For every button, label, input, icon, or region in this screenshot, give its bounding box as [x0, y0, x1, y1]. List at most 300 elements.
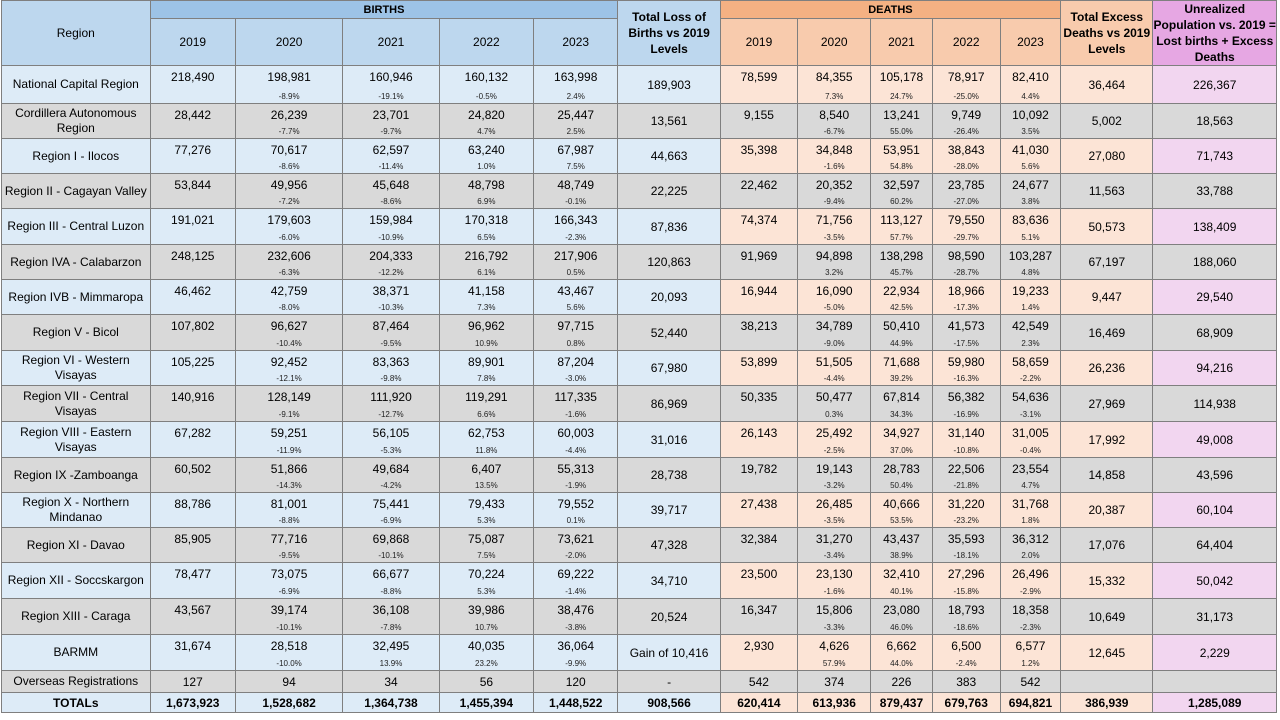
births-value: 55,313	[557, 462, 595, 476]
deaths-value-cell	[720, 139, 797, 174]
deaths-change-percent: 37.0%	[890, 446, 913, 455]
region-name-cell: Region XII - Soccskargon	[2, 563, 151, 599]
deaths-value: 31,270	[815, 532, 853, 546]
deaths-change-percent: -27.0%	[953, 197, 979, 206]
births-value: 216,792	[464, 249, 509, 263]
deaths-value-cell	[720, 104, 797, 139]
births-group-header: BIRTHS	[150, 1, 618, 19]
deaths-value-cell	[932, 315, 1000, 351]
births-value: 78,477	[174, 567, 212, 581]
births-change-percent: -8.9%	[278, 92, 300, 101]
deaths-total-cell: 679,763	[932, 693, 1000, 713]
deaths-change-percent: 5.6%	[1021, 162, 1040, 171]
total-excess-cell: 27,969	[1061, 386, 1153, 422]
deaths-value: 91,969	[740, 249, 778, 263]
deaths-value-cell	[798, 245, 871, 280]
births-change-percent: -1.9%	[565, 481, 587, 490]
deaths-value-cell	[798, 635, 871, 671]
deaths-change-percent: 44.0%	[890, 659, 913, 668]
births-value-cell	[439, 599, 533, 635]
deaths-value: 31,220	[947, 497, 985, 511]
unrealized-cell: 188,060	[1153, 245, 1277, 280]
births-value: 49,956	[270, 178, 308, 192]
region-name-cell: Region IX -Zamboanga	[2, 458, 151, 493]
births-value-cell	[235, 139, 342, 174]
deaths-value: 31,140	[947, 426, 985, 440]
deaths-change-percent: -3.2%	[823, 481, 845, 490]
deaths-value-cell	[871, 493, 932, 528]
deaths-value: 10,092	[1012, 108, 1049, 122]
births-change-percent: -2.3%	[565, 233, 587, 242]
deaths-value-cell	[932, 209, 1000, 245]
deaths-value-cell	[1000, 599, 1060, 635]
total-loss-cell: -	[618, 671, 720, 693]
deaths-change-percent: -4.4%	[823, 374, 845, 383]
total-loss-cell: 44,663	[618, 139, 720, 174]
table-row	[2, 209, 1277, 245]
births-value-cell	[439, 422, 533, 458]
births-value: 38,371	[372, 284, 410, 298]
deaths-change-percent: 60.2%	[890, 197, 913, 206]
unrealized-header-line: Lost births + Excess	[1156, 34, 1274, 48]
births-change-percent: -10.3%	[378, 303, 404, 312]
births-value-cell	[534, 245, 618, 280]
births-change-percent: -12.1%	[276, 374, 302, 383]
births-value-cell	[534, 458, 618, 493]
deaths-value: 9,155	[743, 108, 774, 122]
deaths-value-cell	[720, 493, 797, 528]
deaths-change-percent: -0.4%	[1020, 446, 1041, 455]
deaths-value-cell	[720, 528, 797, 563]
deaths-value-cell	[1000, 635, 1060, 671]
deaths-value-cell	[871, 458, 932, 493]
births-value: 60,003	[557, 426, 595, 440]
births-value: 75,441	[372, 497, 410, 511]
deaths-value-cell	[871, 599, 932, 635]
deaths-value-cell	[932, 386, 1000, 422]
table-row	[2, 671, 1277, 693]
births-value: 49,684	[372, 462, 410, 476]
deaths-value: 27,438	[740, 497, 778, 511]
deaths-change-percent: -17.3%	[953, 303, 979, 312]
total-excess-cell: 12,645	[1061, 635, 1153, 671]
deaths-value-cell	[932, 174, 1000, 209]
births-change-percent: 11.8%	[475, 446, 498, 455]
births-value-cell	[235, 458, 342, 493]
deaths-value: 50,410	[883, 319, 920, 333]
deaths-value: 34,927	[883, 426, 920, 440]
deaths-value-cell	[798, 493, 871, 528]
deaths-value: 94,898	[815, 249, 853, 263]
deaths-change-percent: -2.3%	[1020, 623, 1041, 632]
births-value-cell	[150, 280, 235, 315]
deaths-value-cell	[932, 139, 1000, 174]
total-excess-total-cell: 386,939	[1061, 693, 1153, 713]
births-change-percent: -10.4%	[276, 339, 302, 348]
births-change-percent: -6.3%	[278, 268, 300, 277]
births-value: 70,617	[270, 143, 308, 157]
deaths-change-percent: 3.5%	[1021, 127, 1040, 136]
births-change-percent: 13.9%	[379, 659, 403, 668]
total-loss-header-line: Total Loss of	[632, 10, 706, 24]
births-value: 170,318	[464, 213, 509, 227]
births-value: 87,204	[557, 355, 595, 369]
total-loss-header	[618, 1, 720, 66]
births-change-percent: -11.9%	[276, 446, 302, 455]
births-value: 97,715	[557, 319, 595, 333]
deaths-value-cell	[1000, 351, 1060, 386]
births-year-header: 2022	[439, 19, 533, 66]
births-change-percent: -14.3%	[276, 481, 302, 490]
deaths-year-header: 2020	[798, 19, 871, 66]
deaths-value-cell	[1000, 245, 1060, 280]
births-change-percent: -6.0%	[278, 233, 300, 242]
births-value: 218,490	[171, 70, 215, 84]
total-loss-cell: 52,440	[618, 315, 720, 351]
deaths-change-percent: 2.3%	[1021, 339, 1040, 348]
deaths-value-cell	[871, 351, 932, 386]
deaths-value: 84,355	[815, 70, 853, 84]
total-loss-cell: 13,561	[618, 104, 720, 139]
births-change-percent: -8.0%	[278, 303, 300, 312]
deaths-value: 26,485	[815, 497, 853, 511]
deaths-value: 53,899	[740, 355, 778, 369]
births-value: 179,603	[267, 213, 311, 227]
deaths-value-cell	[1000, 139, 1060, 174]
total-excess-cell: 15,332	[1061, 563, 1153, 599]
unrealized-cell: 94,216	[1153, 351, 1277, 386]
births-value: 24,820	[468, 108, 505, 122]
births-change-percent: -7.8%	[380, 623, 402, 632]
births-total-cell: 1,364,738	[343, 693, 439, 713]
deaths-value: 26,496	[1012, 567, 1049, 581]
unrealized-cell: 68,909	[1153, 315, 1277, 351]
births-total-cell: 1,455,394	[439, 693, 533, 713]
births-value: 83,363	[372, 355, 410, 369]
births-value-cell	[439, 458, 533, 493]
deaths-value: 28,783	[883, 462, 920, 476]
births-change-percent: -12.7%	[378, 410, 404, 419]
deaths-change-percent: -3.1%	[1020, 410, 1041, 419]
deaths-change-percent: 4.8%	[1021, 268, 1040, 277]
births-value: 69,868	[372, 532, 410, 546]
table-row	[2, 66, 1277, 104]
births-value-cell	[439, 528, 533, 563]
deaths-value: 9,749	[951, 108, 982, 122]
deaths-value-cell	[798, 528, 871, 563]
total-loss-cell: 20,524	[618, 599, 720, 635]
total-excess-header-line: Levels	[1088, 42, 1126, 56]
births-change-percent: -8.6%	[278, 162, 300, 171]
deaths-value: 82,410	[1012, 70, 1049, 84]
births-change-percent: 23.2%	[475, 659, 498, 668]
total-excess-header-line: Deaths vs 2019	[1063, 26, 1151, 40]
births-change-percent: -9.9%	[565, 659, 587, 668]
births-total-cell: 1,448,522	[534, 693, 618, 713]
births-change-percent: -10.0%	[276, 659, 302, 668]
deaths-value: 15,806	[815, 603, 853, 617]
deaths-change-percent: 46.0%	[890, 623, 913, 632]
deaths-value-cell	[720, 66, 797, 104]
deaths-value: 26,143	[740, 426, 778, 440]
births-change-percent: 6.5%	[477, 233, 496, 242]
total-loss-cell: 22,225	[618, 174, 720, 209]
births-year-header: 2019	[150, 19, 235, 66]
deaths-change-percent: 39.2%	[890, 374, 913, 383]
deaths-value: 32,597	[883, 178, 920, 192]
total-excess-cell: 14,858	[1061, 458, 1153, 493]
births-value: 48,798	[468, 178, 505, 192]
births-change-percent: -3.8%	[565, 623, 587, 632]
births-value-cell	[235, 315, 342, 351]
deaths-value-cell	[720, 458, 797, 493]
births-change-percent: -0.5%	[475, 92, 497, 101]
deaths-value: 32,384	[740, 532, 778, 546]
births-change-percent: -8.8%	[380, 587, 402, 596]
births-value-cell	[343, 209, 439, 245]
region-name-cell: Region I - Ilocos	[2, 139, 151, 174]
deaths-value-cell	[798, 422, 871, 458]
deaths-total-cell: 879,437	[871, 693, 932, 713]
deaths-change-percent: 45.7%	[890, 268, 913, 277]
deaths-change-percent: 50.4%	[890, 481, 913, 490]
births-value-cell	[150, 386, 235, 422]
total-excess-cell: 11,563	[1061, 174, 1153, 209]
births-change-percent: 13.5%	[475, 481, 498, 490]
unrealized-header	[1153, 1, 1277, 66]
table-row	[2, 458, 1277, 493]
deaths-value-cell	[798, 351, 871, 386]
births-value-cell	[343, 315, 439, 351]
deaths-total-cell: 694,821	[1000, 693, 1060, 713]
births-value: 204,333	[369, 249, 413, 263]
deaths-value-cell	[798, 139, 871, 174]
births-value-cell	[534, 139, 618, 174]
deaths-change-percent: 1.8%	[1021, 516, 1040, 525]
births-value-cell	[343, 386, 439, 422]
births-value-cell	[343, 635, 439, 671]
births-value-cell	[534, 386, 618, 422]
births-value-cell	[235, 280, 342, 315]
total-excess-cell: 26,236	[1061, 351, 1153, 386]
births-value-cell	[150, 458, 235, 493]
total-excess-cell: 5,002	[1061, 104, 1153, 139]
births-change-percent: 6.1%	[477, 268, 496, 277]
deaths-change-percent: -15.8%	[953, 587, 979, 596]
deaths-value-cell	[932, 493, 1000, 528]
births-value: 119,291	[465, 390, 508, 404]
deaths-value: 35,398	[740, 143, 778, 157]
deaths-change-percent: 1.4%	[1021, 303, 1040, 312]
table-row	[2, 174, 1277, 209]
births-value-cell	[150, 351, 235, 386]
births-change-percent: -4.4%	[565, 446, 587, 455]
births-value-cell	[534, 599, 618, 635]
births-value: 117,335	[554, 390, 597, 404]
births-change-percent: -6.9%	[278, 587, 300, 596]
deaths-value-cell: 383	[932, 671, 1000, 693]
births-value: 43,567	[174, 603, 212, 617]
births-change-percent: 7.5%	[566, 162, 585, 171]
deaths-value-cell	[720, 635, 797, 671]
deaths-change-percent: -21.8%	[953, 481, 979, 490]
deaths-value-cell	[932, 458, 1000, 493]
deaths-value-cell	[1000, 458, 1060, 493]
births-value: 191,021	[171, 213, 215, 227]
deaths-value: 113,127	[880, 213, 923, 227]
births-value: 45,648	[372, 178, 410, 192]
births-value-cell	[343, 66, 439, 104]
births-value: 28,518	[270, 639, 308, 653]
births-value-cell	[534, 351, 618, 386]
births-value: 62,753	[468, 426, 505, 440]
total-loss-header-line: Births vs 2019	[628, 26, 710, 40]
unrealized-cell: 226,367	[1153, 66, 1277, 104]
births-value-cell	[439, 386, 533, 422]
totals-row	[2, 693, 1277, 713]
deaths-year-header: 2021	[871, 19, 932, 66]
births-value-cell	[439, 139, 533, 174]
births-value: 248,125	[171, 249, 215, 263]
births-value: 6,407	[471, 462, 502, 476]
deaths-value-cell	[871, 139, 932, 174]
deaths-value: 51,505	[815, 355, 853, 369]
births-change-percent: -9.1%	[278, 410, 300, 419]
deaths-value: 24,677	[1012, 178, 1049, 192]
total-loss-cell: 47,328	[618, 528, 720, 563]
unrealized-header-line: Population vs. 2019 =	[1153, 18, 1276, 32]
births-value-cell	[343, 280, 439, 315]
births-value-cell	[439, 635, 533, 671]
births-value: 163,998	[554, 70, 598, 84]
unrealized-cell: 29,540	[1153, 280, 1277, 315]
births-value-cell	[235, 174, 342, 209]
deaths-change-percent: 4.4%	[1021, 92, 1040, 101]
births-value-cell	[534, 104, 618, 139]
total-excess-cell: 17,992	[1061, 422, 1153, 458]
deaths-value-cell	[932, 351, 1000, 386]
births-value-cell	[150, 422, 235, 458]
births-change-percent: -7.7%	[278, 127, 300, 136]
deaths-value: 42,549	[1012, 319, 1049, 333]
births-change-percent: 6.9%	[477, 197, 496, 206]
deaths-value: 4,626	[819, 639, 850, 653]
deaths-value-cell	[1000, 315, 1060, 351]
table-row	[2, 280, 1277, 315]
deaths-value: 31,768	[1012, 497, 1049, 511]
deaths-change-percent: 24.7%	[890, 92, 913, 101]
deaths-value: 19,143	[815, 462, 853, 476]
deaths-value: 23,500	[740, 567, 778, 581]
births-value-cell	[150, 209, 235, 245]
unrealized-total-cell: 1,285,089	[1153, 693, 1277, 713]
deaths-value-cell	[720, 422, 797, 458]
births-value: 79,552	[557, 497, 595, 511]
births-value-cell	[439, 66, 533, 104]
table-row	[2, 422, 1277, 458]
births-value-cell	[534, 422, 618, 458]
total-excess-cell: 16,469	[1061, 315, 1153, 351]
births-change-percent: -4.2%	[380, 481, 402, 490]
births-value-cell	[235, 635, 342, 671]
table-row	[2, 139, 1277, 174]
births-value-cell	[235, 209, 342, 245]
births-change-percent: -9.5%	[380, 339, 402, 348]
region-name-cell: Region VIII - Eastern Visayas	[2, 422, 151, 458]
deaths-value-cell	[798, 386, 871, 422]
births-value: 36,108	[372, 603, 410, 617]
deaths-change-percent: 55.0%	[890, 127, 913, 136]
births-value: 48,749	[557, 178, 595, 192]
births-value-cell	[439, 209, 533, 245]
deaths-change-percent: 5.1%	[1021, 233, 1040, 242]
deaths-value-cell	[871, 528, 932, 563]
deaths-value-cell	[932, 528, 1000, 563]
deaths-value: 38,843	[947, 143, 985, 157]
births-change-percent: 5.3%	[477, 516, 496, 525]
deaths-change-percent: 40.1%	[890, 587, 913, 596]
births-value: 73,621	[557, 532, 595, 546]
unrealized-cell: 18,563	[1153, 104, 1277, 139]
deaths-value: 78,599	[740, 70, 778, 84]
births-change-percent: -12.2%	[378, 268, 404, 277]
deaths-change-percent: -23.2%	[953, 516, 979, 525]
deaths-value-cell	[932, 422, 1000, 458]
births-value-cell	[150, 104, 235, 139]
births-value-cell	[150, 528, 235, 563]
deaths-value: 18,358	[1012, 603, 1049, 617]
deaths-value: 78,917	[947, 70, 985, 84]
deaths-change-percent: -1.6%	[823, 587, 845, 596]
births-change-percent: -10.1%	[276, 623, 302, 632]
births-value-cell	[534, 209, 618, 245]
deaths-value: 98,590	[947, 249, 985, 263]
region-name-cell: National Capital Region	[2, 66, 151, 104]
births-value: 39,986	[468, 603, 505, 617]
births-value: 79,433	[468, 497, 505, 511]
deaths-value: 43,437	[883, 532, 920, 546]
births-value-cell	[150, 599, 235, 635]
deaths-value: 18,966	[947, 284, 985, 298]
deaths-value-cell	[720, 315, 797, 351]
unrealized-cell: 43,596	[1153, 458, 1277, 493]
births-value-cell	[534, 174, 618, 209]
births-value-cell	[534, 635, 618, 671]
region-name-cell: Cordillera Autonomous Region	[2, 104, 151, 139]
deaths-value: 83,636	[1012, 213, 1049, 227]
deaths-value-cell	[798, 209, 871, 245]
region-name-cell: Region X - Northern Mindanao	[2, 493, 151, 528]
deaths-change-percent: -6.7%	[823, 127, 845, 136]
total-loss-cell: 39,717	[618, 493, 720, 528]
deaths-value-cell	[1000, 563, 1060, 599]
deaths-value: 6,577	[1015, 639, 1046, 653]
births-value-cell: 94	[235, 671, 342, 693]
deaths-value: 40,666	[883, 497, 920, 511]
deaths-value: 103,287	[1008, 249, 1053, 263]
deaths-change-percent: -29.7%	[953, 233, 979, 242]
births-value-cell	[343, 104, 439, 139]
deaths-value-cell	[798, 563, 871, 599]
deaths-value: 13,241	[883, 108, 920, 122]
births-value-cell	[235, 422, 342, 458]
deaths-value-cell	[871, 386, 932, 422]
deaths-value-cell	[798, 66, 871, 104]
births-deaths-table	[1, 0, 1277, 713]
births-change-percent: -19.1%	[378, 92, 404, 101]
deaths-value: 19,233	[1012, 284, 1049, 298]
births-value: 89,901	[468, 355, 505, 369]
